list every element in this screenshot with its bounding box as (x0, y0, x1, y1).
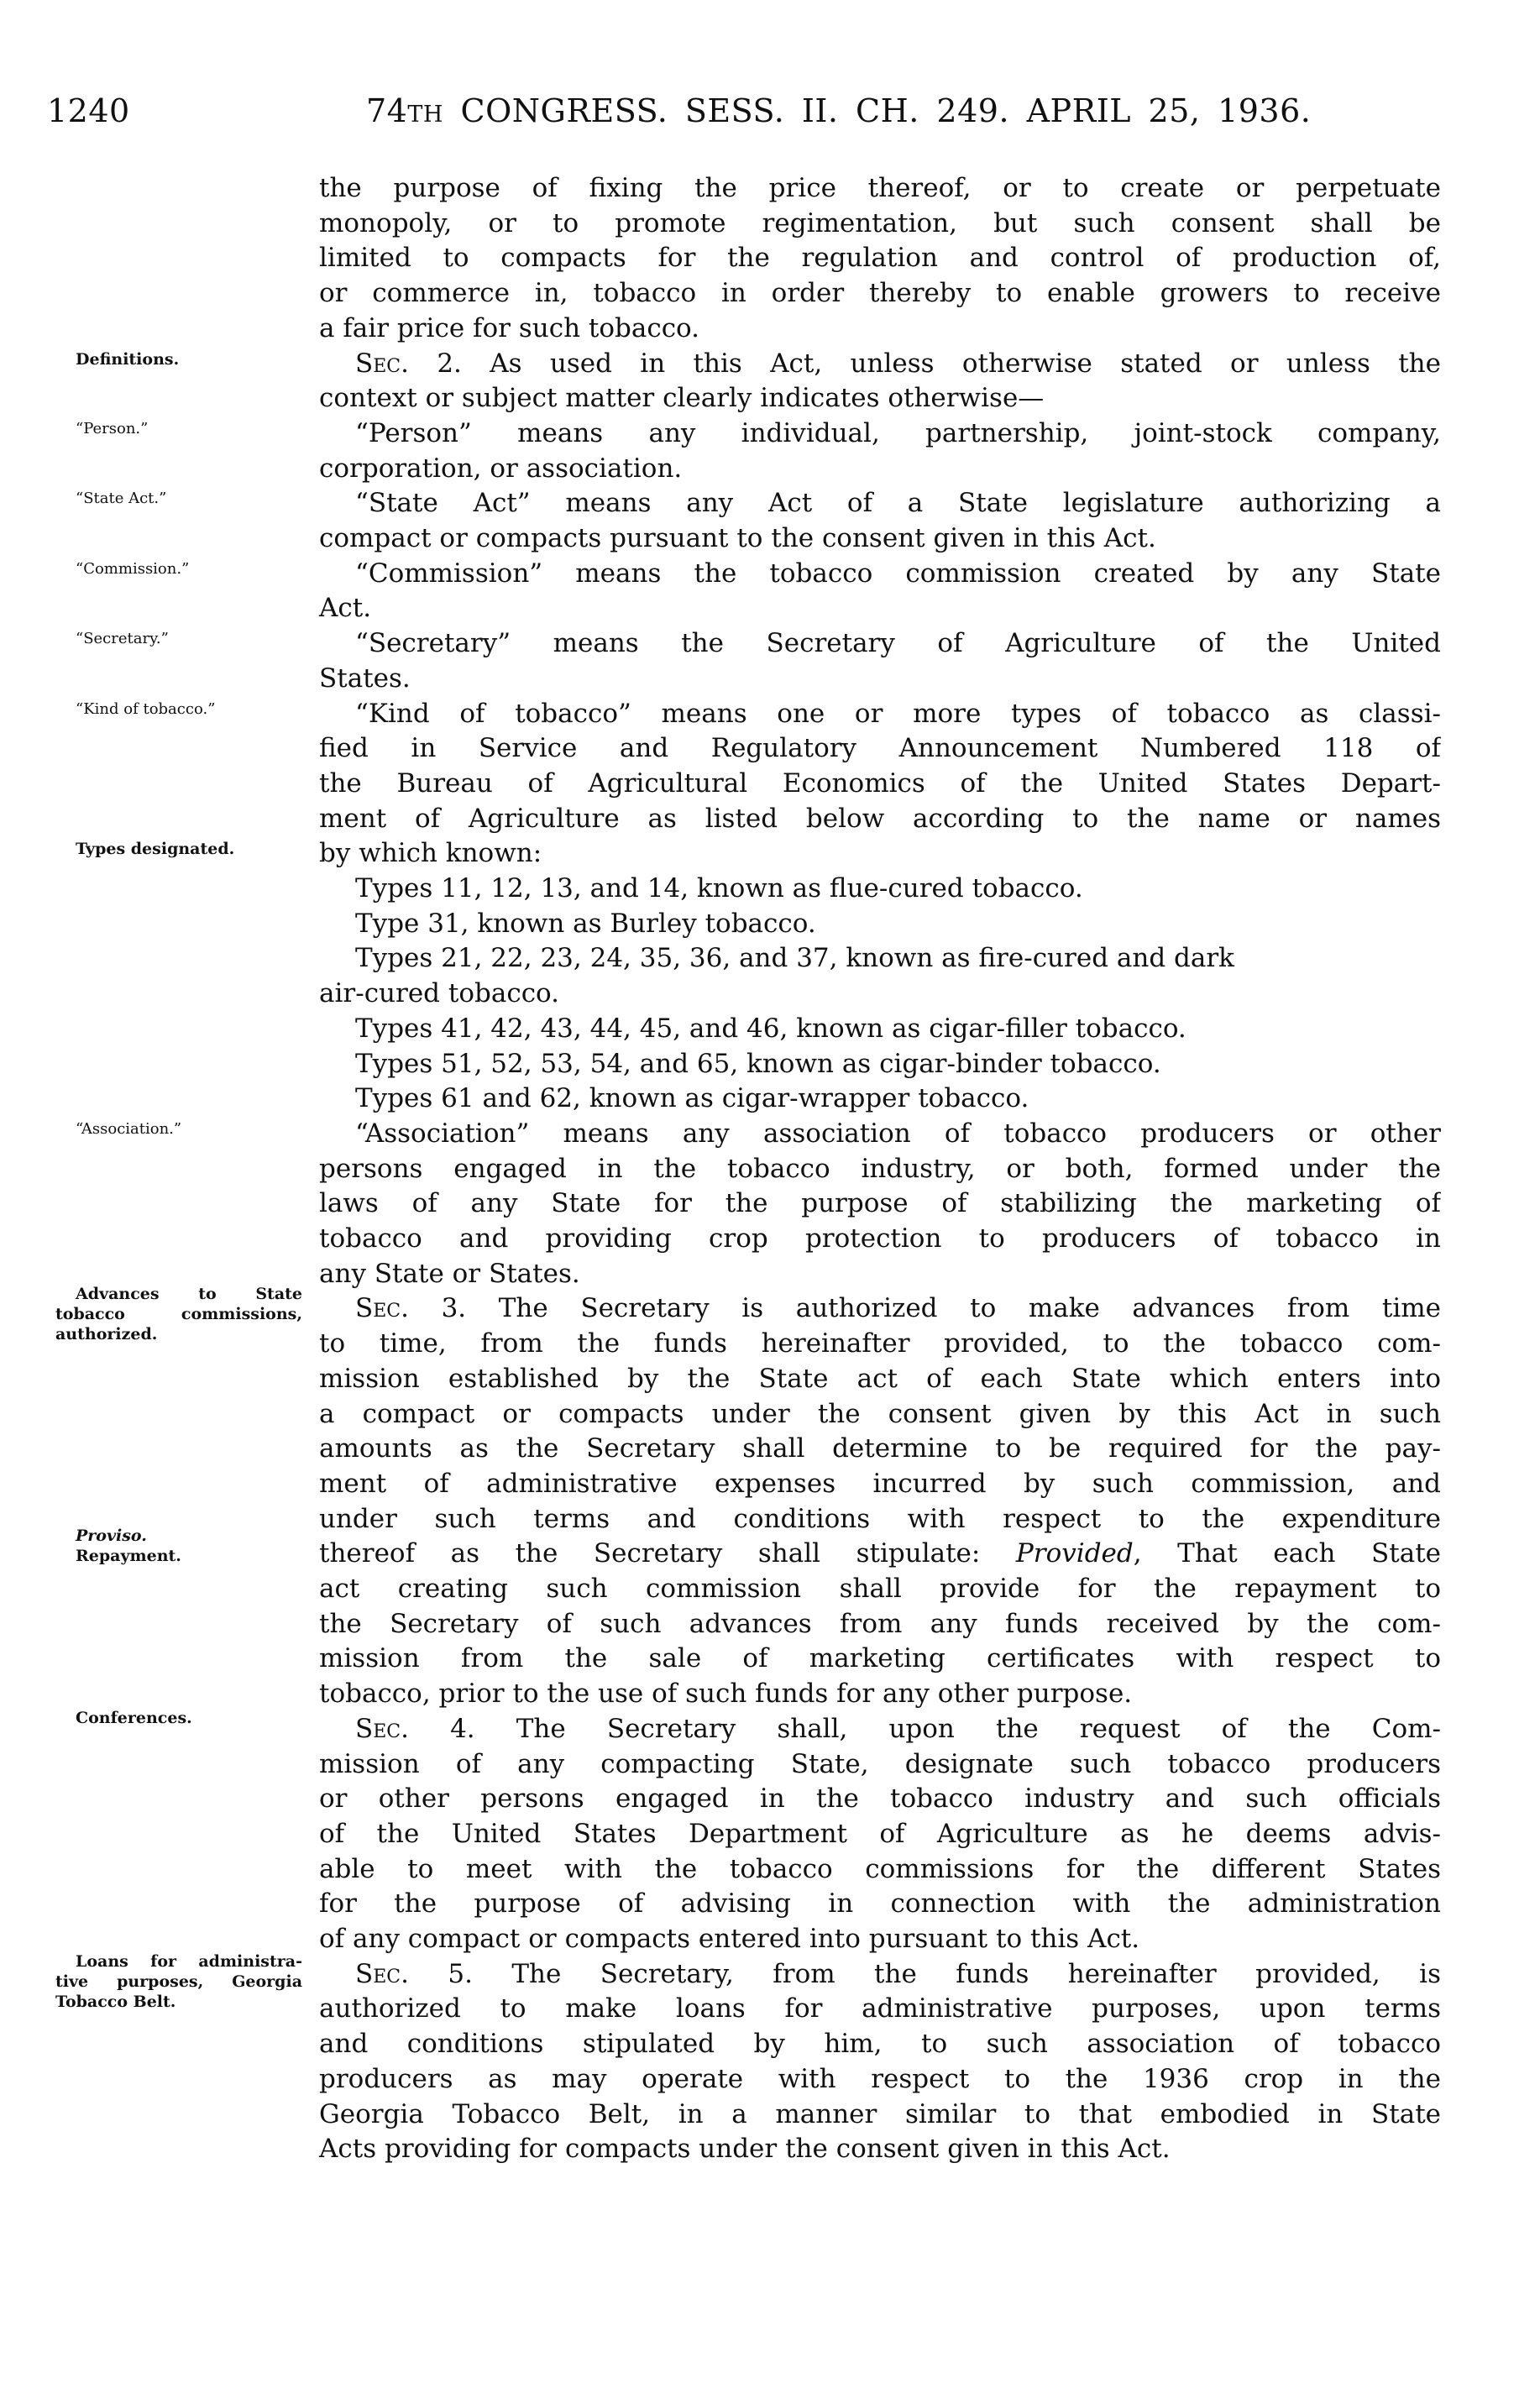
body-line: tobacco and providing crop protection to producers of tobacco in (319, 1223, 1441, 1254)
margin-note (55, 489, 302, 509)
body-line: States. (319, 663, 411, 694)
body-line: limited to compacts for the regulation and control of production of, (319, 243, 1441, 274)
body-line: Types 61 and 62, known as cigar-wrapper tobacco. (355, 1083, 1029, 1114)
margin-note-line: “Secretary.” (76, 630, 169, 648)
body-line: ment of administrative expenses incurred by such commission, and (319, 1468, 1441, 1499)
body-line: monopoly, or to promote regimentation, but such consent shall be (319, 207, 1441, 238)
body-line: amounts as the Secretary shall determine to be required for the pay- (319, 1433, 1441, 1464)
body-line: Type 31, known as Burley tobacco. (355, 908, 816, 939)
body-line: Types 11, 12, 13, and 14, known as flue-cured tobacco. (355, 873, 1083, 903)
body-line: Sec. 2. As used in this Act, unless otherwise stated or unless the (355, 348, 1441, 379)
margin-note-line: Definitions. (76, 349, 180, 369)
margin-note (55, 629, 302, 649)
margin-note-line: Types designated. (76, 840, 235, 859)
body-line: “Commission” means the tobacco commission created by any State (355, 558, 1441, 589)
margin-note-line: “Kind of tobacco.” (76, 699, 216, 718)
body-line: “Kind of tobacco” means one or more types of tobacco as classi- (355, 698, 1441, 729)
body-line: Sec. 4. The Secretary shall, upon the request of the Com- (355, 1713, 1441, 1744)
body-line: and conditions stipulated by him, to such association of tobacco (319, 2029, 1441, 2060)
body-line: any State or States. (319, 1258, 580, 1289)
margin-note-line: Loans for administra- (76, 1951, 302, 1971)
margin-note-line: “State Act.” (76, 490, 167, 508)
margin-note (55, 1526, 302, 1566)
body-line: a fair price for such tobacco. (319, 312, 700, 343)
margin-note (55, 1951, 302, 2012)
margin-note-line: “Person.” (76, 419, 149, 437)
body-line: or commerce in, tobacco in order thereby to enable growers to receive (319, 278, 1441, 309)
body-line: a compact or compacts under the consent given by this Act in such (319, 1398, 1441, 1429)
body-line: mission from the sale of marketing certificates with respect to (319, 1643, 1441, 1674)
body-line: the Bureau of Agricultural Economics of the United States Depart- (319, 767, 1441, 799)
margin-note-line: “Association.” (76, 1119, 182, 1138)
body-line: laws of any State for the purpose of stabilizing the marketing of (319, 1188, 1441, 1219)
body-line: under such terms and conditions with respect to the expenditure (319, 1503, 1441, 1534)
body-line: “State Act” means any Act of a State legislature authorizing a (355, 488, 1441, 519)
body-line: “Person” means any individual, partnership, joint-stock company, (355, 417, 1441, 448)
margin-note-line: authorized. (55, 1325, 158, 1344)
margin-note (55, 1284, 302, 1344)
margin-note (55, 1119, 302, 1139)
margin-note (55, 1708, 302, 1728)
margin-note (55, 559, 302, 579)
body-line: authorized to make loans for administrative purposes, upon terms (319, 1993, 1441, 2024)
body-line: producers as may operate with respect to the 1936 crop in the (319, 2063, 1441, 2094)
body-line: Sec. 3. The Secretary is authorized to make advances from time (355, 1293, 1441, 1324)
body-line: air-cured tobacco. (319, 978, 560, 1009)
body-line: Act. (319, 593, 372, 624)
body-line: Types 21, 22, 23, 24, 35, 36, and 37, known as fire-cured and dark (355, 943, 1234, 974)
margin-note-line: Repayment. (76, 1547, 181, 1566)
body-line: for the purpose of advising in connection with the administration (319, 1888, 1441, 1919)
body-line: Sec. 5. The Secretary, from the funds hereinafter provided, is (355, 1958, 1441, 1989)
body-line: of any compact or compacts entered into pursuant to this Act. (319, 1924, 1140, 1954)
margin-note-line: tive purposes, Georgia (55, 1972, 302, 1991)
margin-note-line: Tobacco Belt. (55, 1992, 176, 2011)
running-head (366, 92, 1441, 129)
body-line: by which known: (319, 838, 542, 869)
margin-note-line: Conferences. (76, 1708, 192, 1727)
body-line: the Secretary of such advances from any funds received by the com- (319, 1608, 1441, 1639)
body-line: able to meet with the tobacco commissions for the different States (319, 1853, 1441, 1884)
body-line: persons engaged in the tobacco industry, or both, formed under the (319, 1153, 1441, 1184)
section-label: Sec. (355, 1293, 409, 1324)
margin-note-line: Advances to State (76, 1285, 302, 1304)
body-line: Types 41, 42, 43, 44, 45, and 46, known as cigar-filler tobacco. (355, 1013, 1186, 1044)
body-line: act creating such commission shall provide for the repayment to (319, 1574, 1441, 1604)
body-line: the purpose of fixing the price thereof, or to create or perpetuate (319, 173, 1441, 203)
body-line: mission established by the State act of each State which enters into (319, 1363, 1441, 1394)
body-line: to time, from the funds hereinafter provided, to the tobacco com- (319, 1328, 1441, 1359)
body-line: context or subject matter clearly indicates otherwise— (319, 383, 1045, 414)
body-line: mission of any compacting State, designate such tobacco producers (319, 1748, 1441, 1779)
page-number: 1240 (47, 92, 130, 129)
body-line: corporation, or association. (319, 453, 683, 484)
body-line: compact or compacts pursuant to the consent given in this Act. (319, 523, 1156, 553)
body-line: ment of Agriculture as listed below according to the name or names (319, 803, 1441, 834)
congress-number: 74th (366, 92, 443, 129)
body-line: thereof as the Secretary shall stipulate: Provided, That each State (319, 1538, 1441, 1569)
margin-note (55, 839, 302, 859)
body-line: “Association” means any association of tobacco producers or other (355, 1118, 1441, 1149)
section-label: Sec. (355, 348, 409, 379)
running-head-text: CONGRESS. SESS. II. CH. 249. APRIL 25, 1936. (460, 92, 1312, 129)
body-line: tobacco, prior to the use of such funds for any other purpose. (319, 1679, 1133, 1710)
margin-note (55, 349, 302, 369)
section-label: Sec. (355, 1958, 409, 1989)
margin-note (55, 419, 302, 439)
section-label: Sec. (355, 1713, 409, 1744)
body-line: Types 51, 52, 53, 54, and 65, known as cigar-binder tobacco. (355, 1048, 1161, 1079)
margin-note-line: tobacco commissions, (55, 1305, 302, 1324)
margin-note-line: Proviso. (76, 1527, 147, 1546)
body-line: Georgia Tobacco Belt, in a manner similar to that embodied in State (319, 2098, 1441, 2129)
margin-note (55, 699, 302, 720)
body-line: “Secretary” means the Secretary of Agriculture of the United (355, 628, 1441, 659)
body-line: fied in Service and Regulatory Announcement Numbered 118 of (319, 733, 1441, 764)
body-line: of the United States Department of Agriculture as he deems advis- (319, 1818, 1441, 1849)
body-line: or other persons engaged in the tobacco industry and such officials (319, 1783, 1441, 1815)
margin-note-line: “Commission.” (76, 559, 190, 578)
proviso-term: Provided (1015, 1538, 1134, 1569)
body-line: Acts providing for compacts under the consent given in this Act. (319, 2134, 1171, 2165)
